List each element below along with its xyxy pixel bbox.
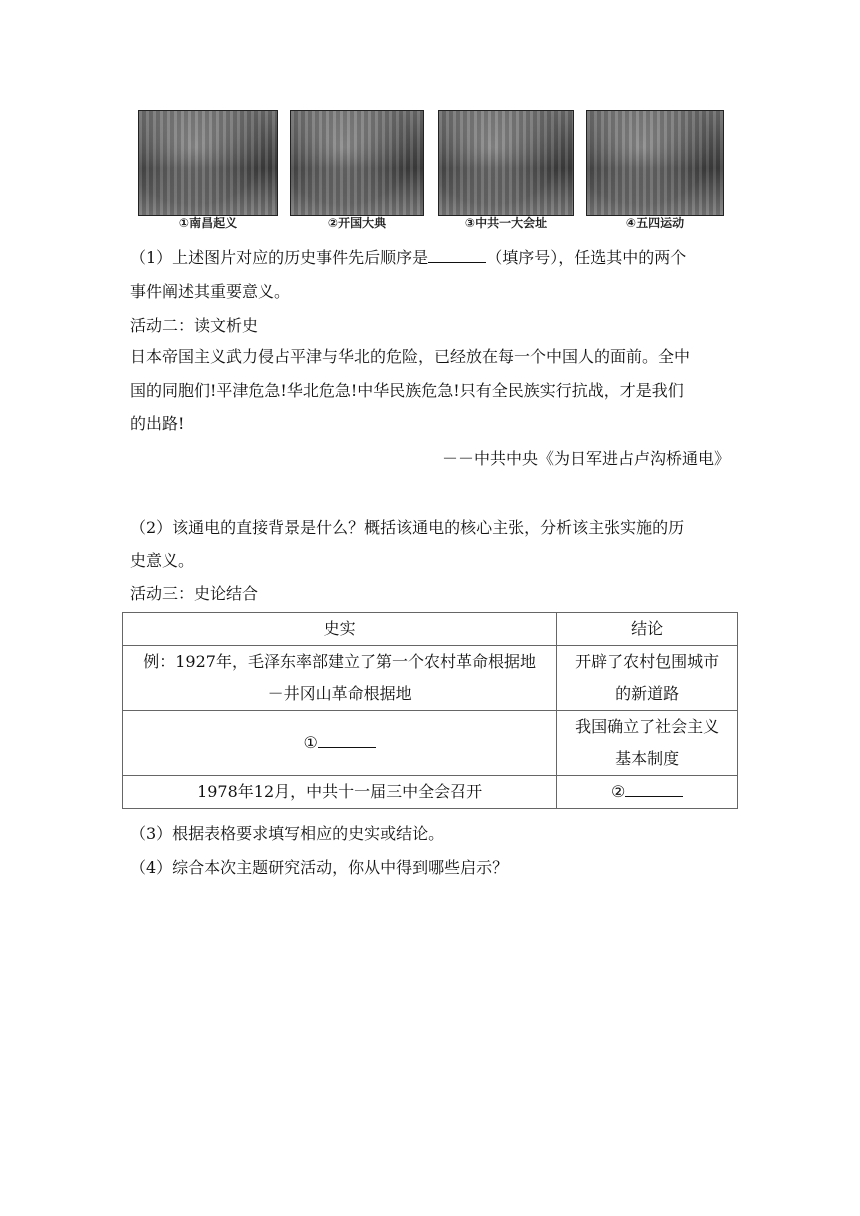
- fact-text: 例：1927年，毛泽东率部建立了第一个农村革命根据地: [143, 652, 536, 671]
- table-row: [123, 776, 738, 809]
- activity-3-title: 活动三：史论结合: [130, 584, 259, 603]
- conclusion-answer-blank[interactable]: [625, 780, 683, 797]
- photo: [586, 110, 724, 216]
- picture-caption: ③中共一大会址: [464, 216, 548, 230]
- picture-caption: ①南昌起义: [178, 216, 238, 230]
- q1-suffix: （填序号），任选其中的两个: [486, 248, 687, 267]
- picture-founding-ceremony: [290, 110, 424, 232]
- picture-may-fourth-movement: [586, 110, 724, 232]
- q1-answer-blank[interactable]: [428, 246, 486, 263]
- picture-first-congress-site: [438, 110, 574, 232]
- table-row: [123, 711, 738, 776]
- history-pictures: [138, 110, 728, 232]
- quote-line: 的出路!: [130, 414, 185, 433]
- question-1-line-1: [130, 246, 730, 268]
- table-row: [123, 646, 738, 711]
- fact-text: －井冈山革命根据地: [267, 684, 412, 703]
- question-4: （4）综合本次主题研究活动，你从中得到哪些启示？: [130, 858, 509, 877]
- fact-cell: [123, 711, 557, 776]
- question-1-line-2: 事件阐述其重要意义。: [130, 282, 291, 301]
- quote-line: 国的同胞们!平津危急!华北危急!中华民族危急!只有全民族实行抗战，才是我们: [130, 381, 684, 400]
- picture-nanchang-uprising: [138, 110, 278, 232]
- question-3: （3）根据表格要求填写相应的史实或结论。: [130, 824, 445, 843]
- conclusion-cell: [557, 646, 738, 711]
- conclusion-text: 我国确立了社会主义: [575, 717, 720, 736]
- question-2-line-2: 史意义。: [130, 551, 195, 570]
- table-header-row: [123, 613, 738, 646]
- conclusion-text: 开辟了农村包围城市: [575, 652, 720, 671]
- conclusion-cell: [557, 711, 738, 776]
- fact-cell: [123, 646, 557, 711]
- conclusion-cell: [557, 776, 738, 809]
- fact-answer-blank[interactable]: [318, 731, 376, 748]
- header-fact: 史实: [123, 613, 557, 646]
- conclusion-text: 基本制度: [615, 749, 680, 768]
- question-2-line-1: （2）该通电的直接背景是什么？概括该通电的核心主张，分析该主张实施的历: [130, 518, 685, 537]
- header-conclusion: 结论: [557, 613, 738, 646]
- activity-2-title: 活动二：读文析史: [130, 316, 259, 335]
- photo: [138, 110, 278, 216]
- quote-source: －－中共中央《为日军进占卢沟桥通电》: [441, 449, 730, 468]
- picture-caption: ④五四运动: [625, 216, 685, 230]
- blank-marker: ①: [303, 733, 318, 752]
- fact-cell: 1978年12月，中共十一届三中全会召开: [123, 776, 557, 809]
- conclusion-text: 的新道路: [615, 684, 680, 703]
- q1-prefix: （1）上述图片对应的历史事件先后顺序是: [130, 248, 429, 267]
- blank-marker: ②: [610, 782, 626, 801]
- photo: [290, 110, 424, 216]
- facts-conclusions-table: [122, 612, 738, 809]
- quote-line: 日本帝国主义武力侵占平津与华北的危险，已经放在每一个中国人的面前。全中: [130, 347, 691, 366]
- photo: [438, 110, 574, 216]
- picture-caption: ②开国大典: [327, 216, 387, 230]
